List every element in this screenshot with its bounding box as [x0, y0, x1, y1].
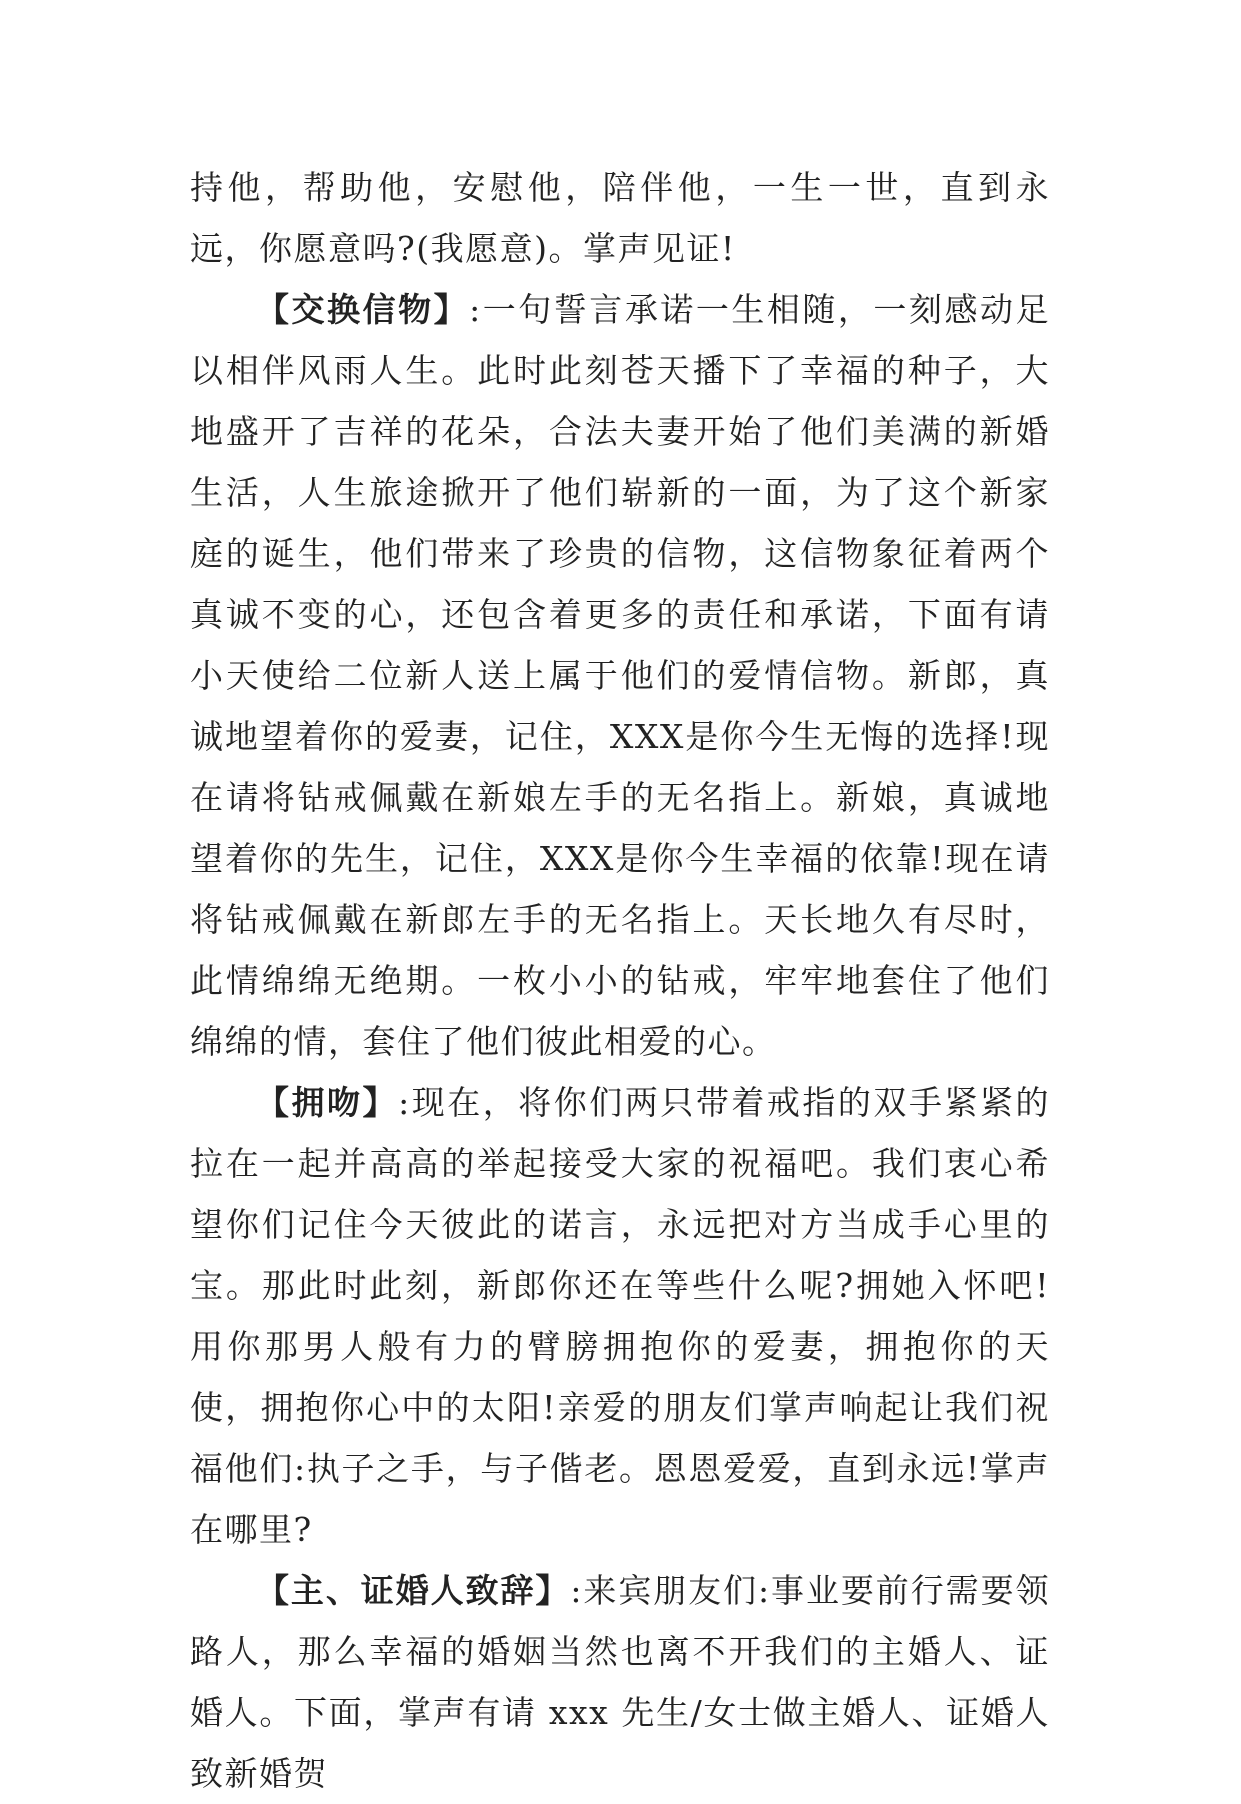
document-body: [190, 157, 1050, 1804]
section-heading: 【拥吻】: [256, 1083, 399, 1122]
section-heading: 【交换信物】: [256, 290, 470, 329]
section-heading: 【主、证婚人致辞】: [256, 1571, 571, 1610]
paragraph-embrace: [190, 1072, 1050, 1560]
paragraph-text: :现在，将你们两只带着戒指的双手紧紧的拉在一起并高高的举起接受大家的祝福吧。我们衷心希望你们记住今天彼此的诺言，永远把对方当成手心里的宝。那此时此刻，新郎你还在等些什么呢?拥她入怀吧!用你那男人般有力的臂膀拥抱你的爱妻，拥抱你的天使，拥抱你心中的太阳!亲爱的朋友们掌声响起让我们祝福他们:执子之手，与子偕老。恩恩爱爱，直到永远!掌声在哪里?: [190, 1083, 1051, 1549]
paragraph-continuation: [190, 157, 1050, 279]
paragraph-text: :一句誓言承诺一生相随，一刻感动足以相伴风雨人生。此时此刻苍天播下了幸福的种子，大地盛开了吉祥的花朵，合法夫妻开始了他们美满的新婚生活，人生旅途掀开了他们崭新的一面，为了这个新家庭的诞生，他们带来了珍贵的信物，这信物象征着两个真诚不变的心，还包含着更多的责任和承诺，下面有请小天使给二位新人送上属于他们的爱情信物。新郎，真诚地望着你的爱妻，记住，XXX是你今生无悔的选择!现在请将钻戒佩戴在新娘左手的无名指上。新娘，真诚地望着你的先生，记住，XXX是你今生幸福的依靠!现在请将钻戒佩戴在新郎左手的无名指上。天长地久有尽时，此情绵绵无绝期。一枚小小的钻戒，牢牢地套住了他们绵绵的情，套住了他们彼此相爱的心。: [190, 290, 1051, 1061]
paragraph-text: :来宾朋友们:事业要前行需要领路人，那么幸福的婚姻当然也离不开我们的主婚人、证婚人。下面，掌声有请 xxx 先生/女士做主婚人、证婚人致新婚贺: [190, 1571, 1050, 1793]
paragraph-officiant-speech: [190, 1560, 1050, 1804]
paragraph-exchange-tokens: [190, 279, 1050, 1072]
paragraph-text: 持他，帮助他，安慰他，陪伴他，一生一世，直到永远，你愿意吗?(我愿意)。掌声见证!: [190, 168, 1050, 268]
